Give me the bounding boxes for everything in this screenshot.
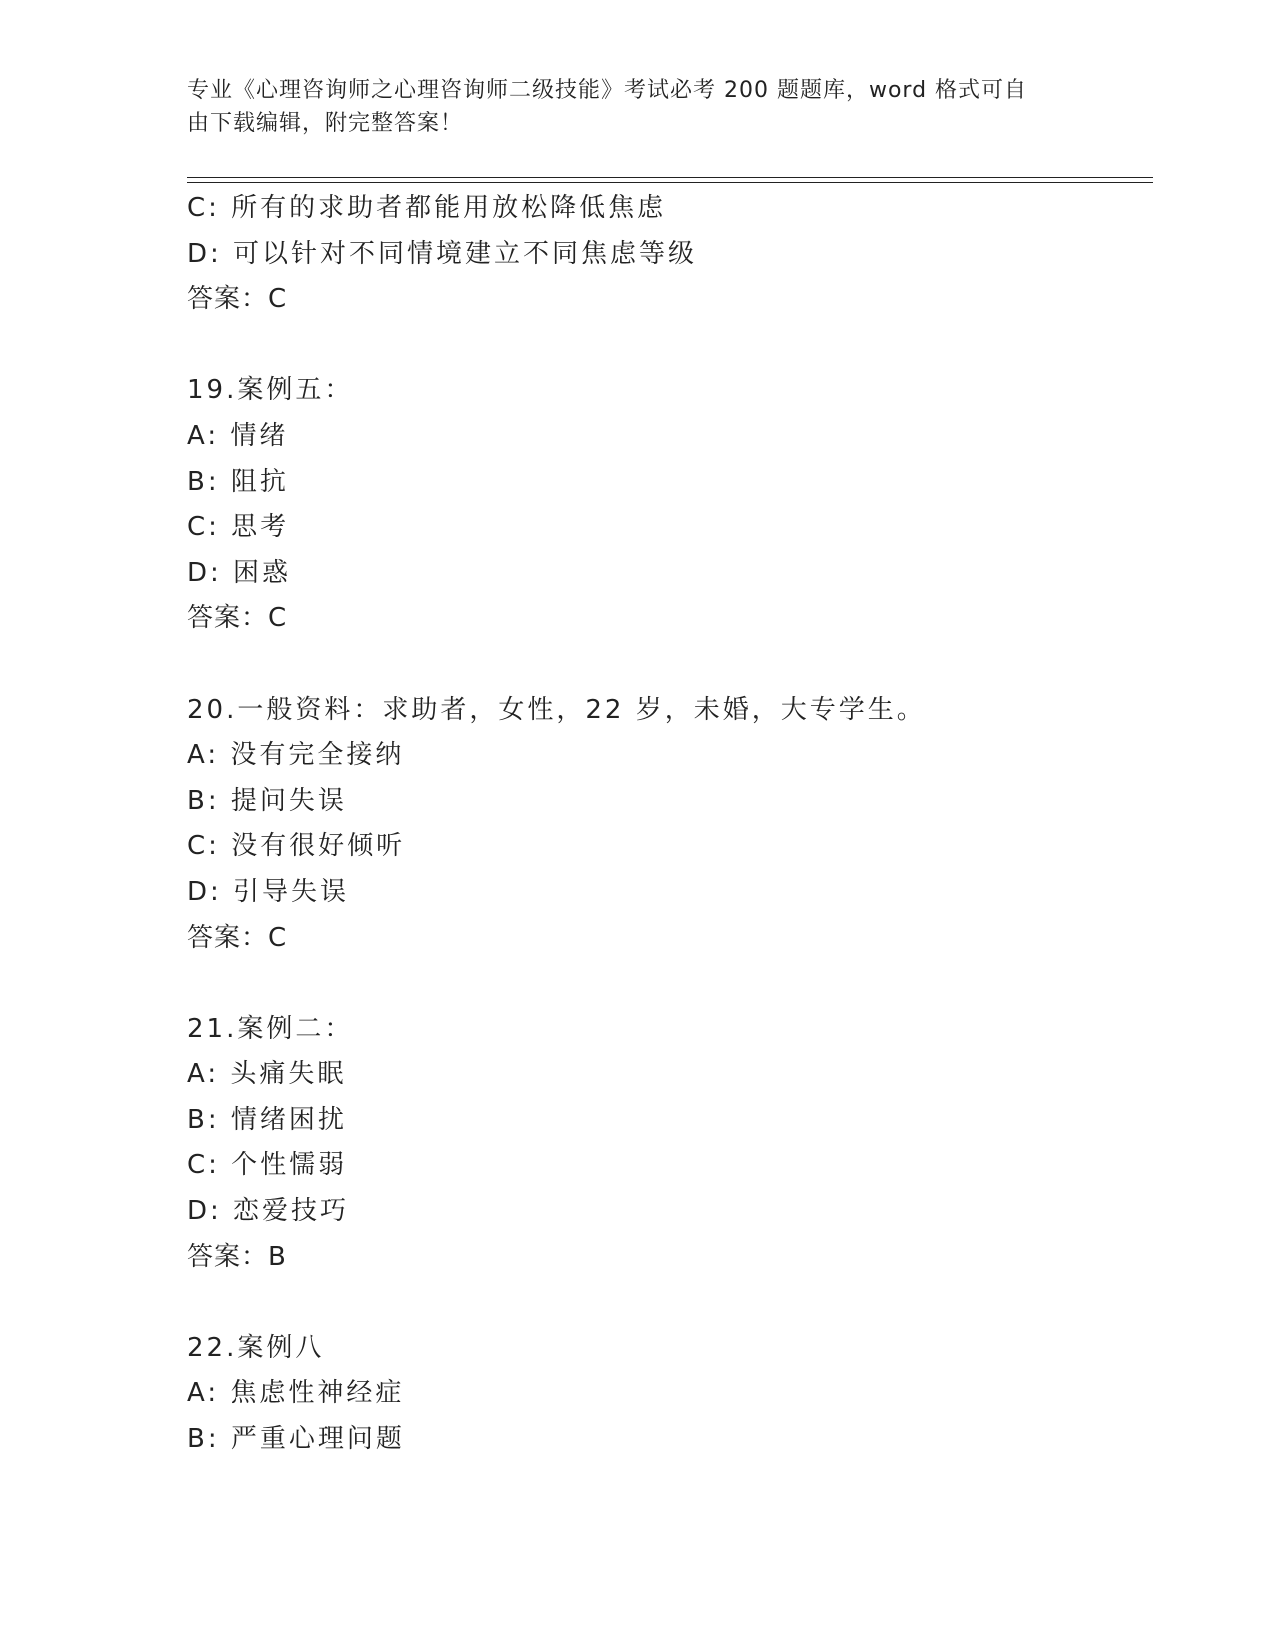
document-header — [187, 74, 1087, 140]
answer-line: 答案：C — [187, 922, 288, 953]
option-a: A: 头痛失眠 — [187, 1059, 347, 1090]
option-a: A: 焦虑性神经症 — [187, 1378, 405, 1409]
option-d: D: 可以针对不同情境建立不同焦虑等级 — [187, 238, 698, 269]
option-c: C: 个性懦弱 — [187, 1150, 348, 1181]
question-title: 20.一般资料：求助者，女性，22 岁，未婚，大专学生。 — [187, 694, 926, 725]
option-b: B: 严重心理问题 — [187, 1424, 405, 1455]
option-c: C: 思考 — [187, 512, 290, 543]
option-b: B: 阻抗 — [187, 466, 289, 497]
option-d: D: 困惑 — [187, 557, 292, 588]
answer-line: 答案：C — [187, 603, 288, 634]
header-divider-bottom — [187, 182, 1153, 183]
spacer — [187, 323, 1147, 369]
question-20 — [187, 688, 1147, 962]
option-b: B: 情绪困扰 — [187, 1104, 347, 1135]
option-a: A: 没有完全接纳 — [187, 740, 405, 771]
answer-line: 答案：C — [187, 284, 288, 315]
question-title: 21.案例二： — [187, 1013, 354, 1044]
header-line-2: 由下载编辑，附完整答案！ — [187, 111, 464, 136]
question-19 — [187, 368, 1147, 642]
question-22 — [187, 1326, 1147, 1463]
header-divider-top — [187, 177, 1153, 178]
option-d: D: 引导失误 — [187, 876, 350, 907]
spacer — [187, 961, 1147, 1007]
answer-line: 答案：B — [187, 1241, 287, 1272]
option-c: C: 没有很好倾听 — [187, 831, 406, 862]
option-b: B: 提问失误 — [187, 785, 347, 816]
question-18-continued — [187, 186, 1147, 323]
question-list — [187, 186, 1147, 1463]
spacer — [187, 642, 1147, 688]
option-d: D: 恋爱技巧 — [187, 1196, 350, 1227]
question-21 — [187, 1007, 1147, 1281]
option-c: C: 所有的求助者都能用放松降低焦虑 — [187, 193, 667, 223]
spacer — [187, 1280, 1147, 1326]
header-line-1: 专业《心理咨询师之心理咨询师二级技能》考试必考 200 题题库，word 格式可自 — [187, 78, 1028, 103]
option-a: A: 情绪 — [187, 420, 289, 451]
question-title: 22.案例八 — [187, 1332, 325, 1363]
question-title: 19.案例五： — [187, 375, 354, 406]
